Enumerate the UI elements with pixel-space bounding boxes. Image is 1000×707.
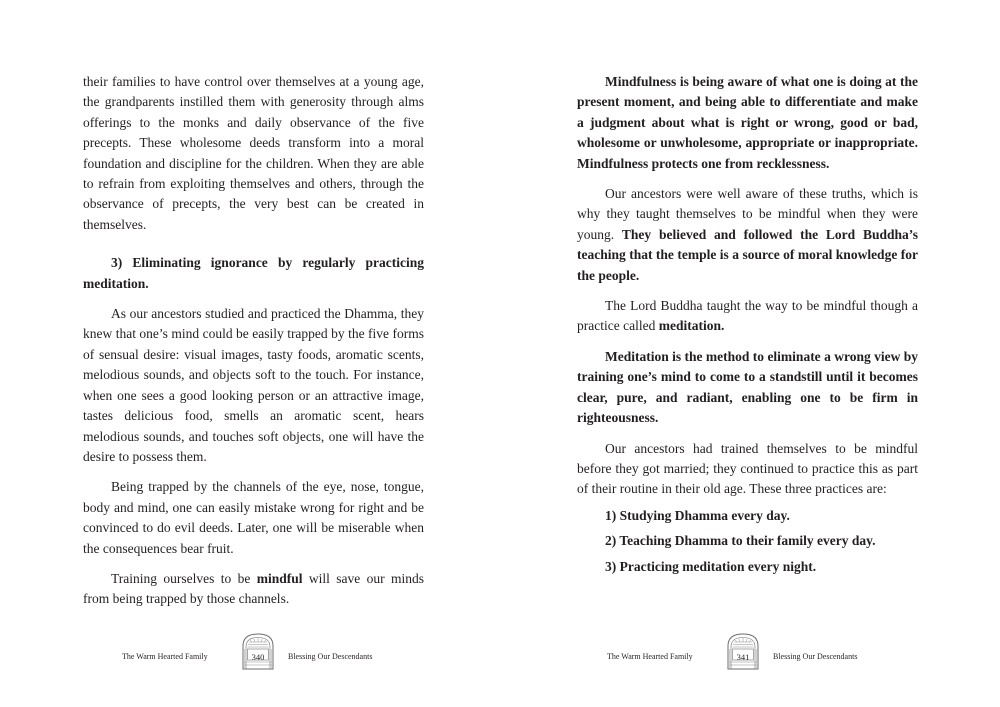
left-page-text [83, 72, 424, 620]
paragraph: Our ancestors were well aware of these truths, which is why they taught themselves to be mindful when they were young. They believed and followed the Lord Buddha’s teaching that the temple is a source of moral knowledge for the people. [577, 186, 918, 283]
page-number: 341 [736, 652, 750, 662]
footer-chapter-title: Blessing Our Descendants [773, 652, 858, 661]
page-footer [122, 632, 382, 670]
page-number-badge [725, 632, 761, 670]
list-item: 1) Studying Dhamma every day. [605, 507, 790, 523]
paragraph: their families to have control over themselves at a young age, the grandparents instilled them with generosity through alms offerings to the monks and daily observance of the five precepts. These wholesome deeds transform into a moral foundation and discipline for the children. When they are able to refrain from exploiting themselves and others, through the observance of precepts, the very best can be created in themselves. [83, 74, 424, 232]
page-number-badge [240, 632, 276, 670]
paragraph: Training ourselves to be mindful will save our minds from being trapped by those channels. [83, 570, 424, 607]
page-footer [607, 632, 867, 670]
paragraph: Mindfulness is being aware of what one is doing at the present moment, and being able to differentiate and make a judgment about what is right or wrong, good or bad, wholesome or unwholesome, appropriate or inappropriate. Mindfulness protects one from recklessness. [577, 74, 918, 171]
paragraph: Being trapped by the channels of the eye, nose, tongue, body and mind, one can easily mistake wrong for right and be convinced to do evil deeds. Later, one will be miserable when the consequences bear fruit. [83, 479, 424, 556]
footer-book-title: The Warm Hearted Family [607, 652, 693, 661]
paragraph: Meditation is the method to eliminate a wrong view by training one’s mind to come to a standstill until it becomes clear, pure, and radiant, enabling one to be firm in righteousness. [577, 348, 918, 426]
list-item: 2) Teaching Dhamma to their family every day. [605, 533, 876, 549]
temple-arch-icon [725, 632, 761, 670]
page-number: 340 [251, 652, 265, 662]
right-page [500, 0, 1000, 707]
list-item: 3) Practicing meditation every night. [605, 558, 817, 574]
paragraph: The Lord Buddha taught the way to be mindful though a practice called meditation. [577, 298, 918, 334]
footer-book-title: The Warm Hearted Family [122, 652, 208, 661]
right-page-text [577, 72, 918, 582]
paragraph: As our ancestors studied and practiced the Dhamma, they knew that one’s mind could be easily trapped by the five forms of sensual desire: visual images, tasty foods, aromatic scents, melodious sounds, and objects soft to the touch. For instance, when one sees a good looking person or an attractive image, tastes delicious food, smells an aromatic scent, hears melodious sounds, and touches soft objects, one will have the desire to possess them. [83, 306, 424, 464]
section-heading: 3) Eliminating ignorance by regularly practicing meditation. [83, 255, 424, 291]
temple-arch-icon [240, 632, 276, 670]
paragraph: Our ancestors had trained themselves to be mindful before they got married; they continued to practice this as part of their routine in their old age. These three practices are: [577, 440, 918, 497]
footer-chapter-title: Blessing Our Descendants [288, 652, 373, 661]
